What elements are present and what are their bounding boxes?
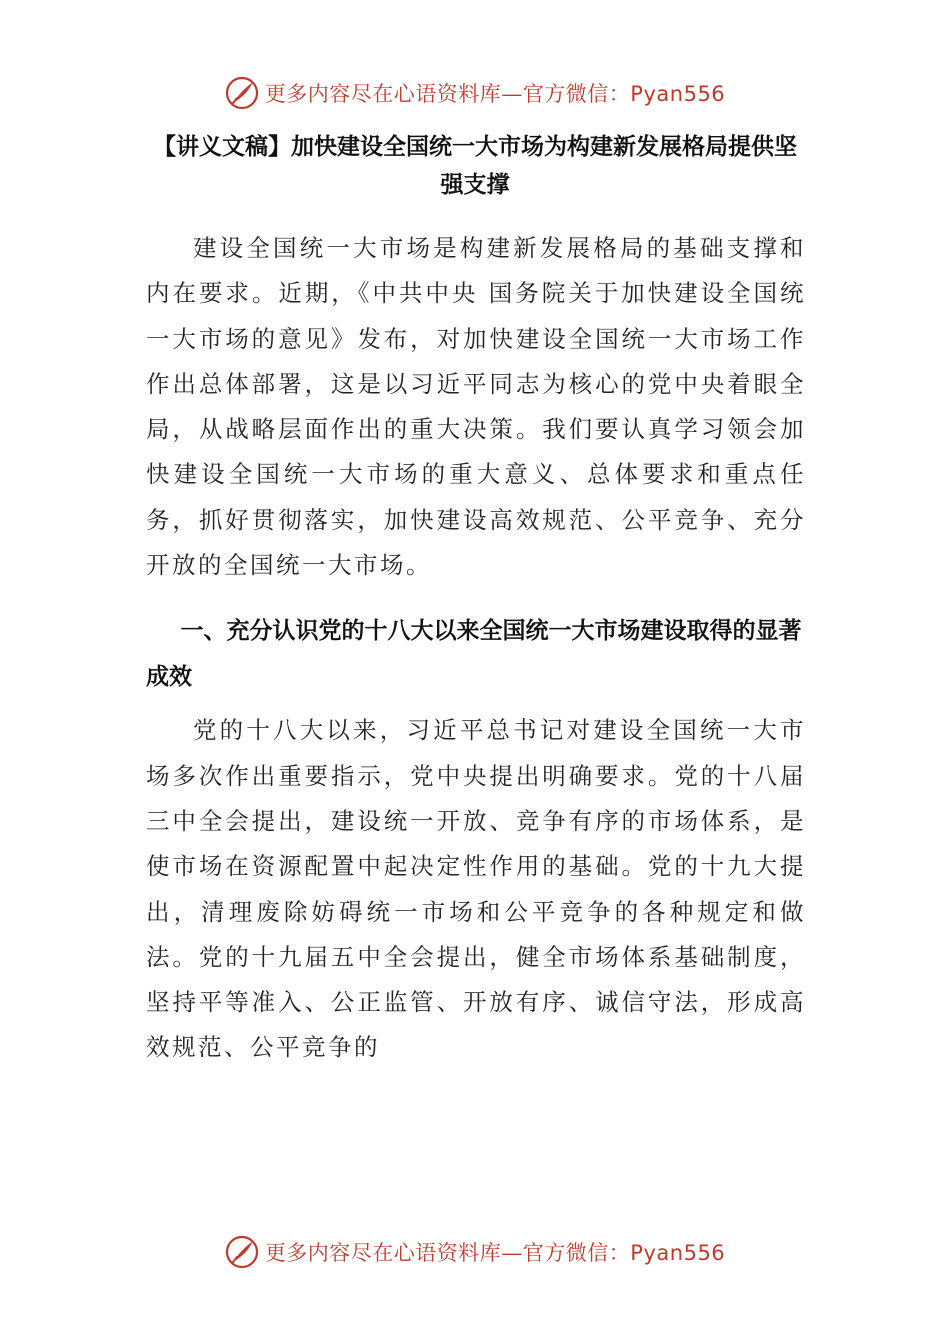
intro-paragraph: 建设全国统一大市场是构建新发展格局的基础支撑和内在要求。近期，《中共中央 国务院关于加快建设全国统一大市场的意见》发布，对加快建设全国统一大市场工作作出总体部署，这是以习近平同志为核心的党中央着眼全局，从战略层面作出的重大决策。我们要认真学习领会加快建设全国统一大市场的重大意义、总体要求和重点任务，抓好贯彻落实，加快建设高效规范、公平竞争、充分开放的全国统一大市场。	[146, 234, 806, 580]
footer-watermark	[0, 1232, 950, 1272]
watermark-text	[265, 78, 725, 108]
section-paragraph: 党的十八大以来，习近平总书记对建设全国统一大市场多次作出重要指示，党中央提出明确要求。党的十八届三中全会提出，建设统一开放、竞争有序的市场体系，是使市场在资源配置中起决定性作用的基础。党的十九大提出，清理废除妨碍统一市场和公平竞争的各种规定和做法。党的十九届五中全会提出，健全市场体系基础制度，坚持平等准入、公正监管、开放有序、诚信守法，形成高效规范、公平竞争的	[146, 716, 806, 1062]
watermark-separator: —	[501, 1241, 523, 1265]
document-body	[146, 226, 806, 1071]
watermark-text	[265, 1237, 725, 1267]
section-heading: 一、充分认识党的十八大以来全国统一大市场建设取得的显著成效	[146, 618, 802, 691]
quill-logo-icon	[225, 76, 259, 110]
header-watermark	[0, 73, 950, 113]
watermark-contact: 官方微信：Pyan556	[522, 82, 726, 106]
quill-logo-icon	[225, 1235, 259, 1269]
watermark-separator: —	[501, 82, 523, 106]
watermark-site: 更多内容尽在心语资料库	[264, 1241, 502, 1265]
document-title: 【讲义文稿】加快建设全国统一大市场为构建新发展格局提供坚 强支撑	[153, 134, 797, 198]
watermark-site: 更多内容尽在心语资料库	[264, 82, 502, 106]
watermark-contact: 官方微信：Pyan556	[522, 1241, 726, 1265]
